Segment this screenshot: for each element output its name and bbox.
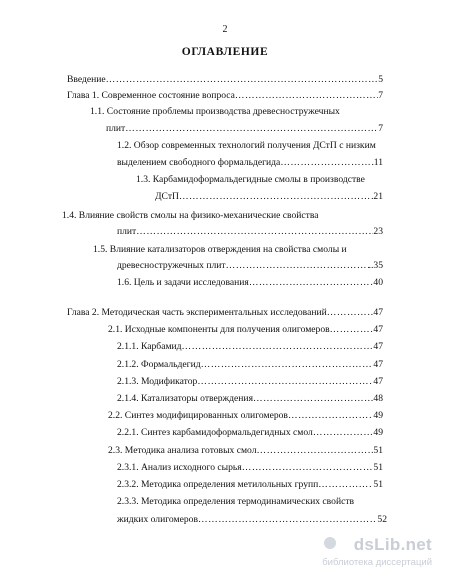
watermark-mark-icon bbox=[324, 537, 336, 549]
toc-entry bbox=[117, 226, 383, 238]
toc-entry-page: 5 bbox=[378, 74, 383, 85]
toc-entry-leader bbox=[313, 427, 374, 439]
toc-entry-text: 2.1.1. Карбамид bbox=[117, 341, 182, 352]
toc-entry-page: 49 bbox=[373, 410, 383, 421]
toc-entry-leader bbox=[235, 90, 378, 102]
toc-entry-text: 1.6. Цель и задачи исследования bbox=[117, 277, 249, 288]
toc-entry bbox=[90, 106, 383, 118]
toc-entry-page: 21 bbox=[373, 191, 383, 202]
toc-entry-page: 23 bbox=[373, 226, 383, 237]
toc-entry bbox=[117, 462, 383, 474]
toc-entry bbox=[62, 210, 383, 222]
toc-entry bbox=[117, 341, 383, 353]
toc-entry-leader bbox=[330, 324, 374, 336]
toc-entry bbox=[108, 410, 383, 422]
toc-entry-leader bbox=[179, 191, 373, 203]
toc-entry-page: 47 bbox=[373, 359, 383, 370]
toc-entry-leader bbox=[182, 341, 374, 353]
toc-entry-page: 47 bbox=[373, 307, 383, 318]
toc-entry-page: 11 bbox=[373, 157, 383, 168]
toc-entry bbox=[108, 445, 383, 457]
toc-entry-text: древесностружечных плит bbox=[117, 260, 226, 271]
toc-entry bbox=[117, 496, 383, 508]
toc-entry-page: 51 bbox=[373, 445, 383, 456]
toc-entry-text: Введение bbox=[67, 74, 106, 85]
toc-entry bbox=[117, 393, 383, 405]
toc-entry-leader bbox=[198, 514, 377, 526]
toc-entry-page: 47 bbox=[373, 341, 383, 352]
toc-entry-leader bbox=[125, 123, 378, 135]
toc-entry-leader bbox=[327, 307, 374, 319]
toc-title: ОГЛАВЛЕНИЕ bbox=[181, 46, 269, 58]
toc-entry-text: 2.3.1. Анализ исходного сырья bbox=[117, 462, 242, 473]
toc-entry bbox=[117, 479, 383, 491]
toc-entry-text: 2.3.2. Методика определения метилольных групп bbox=[117, 479, 319, 490]
toc-entry-page: 7 bbox=[378, 123, 383, 134]
toc-entry-leader bbox=[318, 479, 373, 491]
toc-entry-text: Глава 2. Методическая часть экспериментальных исследований bbox=[67, 307, 327, 318]
toc-entry-text: 1.5. Влияние катализаторов отверждения на свойства смолы и bbox=[93, 244, 347, 255]
toc-entry bbox=[106, 123, 383, 135]
toc-entry-text: 2.2. Синтез модифицированных олигомеров bbox=[108, 410, 288, 421]
toc-entry-leader bbox=[197, 376, 373, 388]
toc-entry-text: Глава 1. Современное состояние вопроса bbox=[67, 90, 235, 101]
toc-entry-text: 2.3.3. Методика определения термодинамических свойств bbox=[117, 496, 355, 507]
toc-entry bbox=[117, 140, 383, 152]
toc-entry bbox=[117, 157, 383, 169]
toc-entry bbox=[93, 244, 383, 256]
toc-entry-page: 47 bbox=[373, 324, 383, 335]
toc-entry-text: 2.1. Исходные компоненты для получения олигомеров bbox=[108, 324, 330, 335]
toc-entry bbox=[117, 514, 387, 526]
toc-entry bbox=[117, 277, 383, 289]
toc-entry bbox=[155, 191, 383, 203]
toc-entry bbox=[117, 376, 383, 388]
toc-entry-text: выделением свободного формальдегида bbox=[117, 157, 281, 168]
toc-entry-text: 2.1.3. Модификатор bbox=[117, 376, 198, 387]
toc-entry-page: 52 bbox=[377, 514, 387, 525]
toc-entry-text: 1.4. Влияние свойств смолы на физико-механические свойства bbox=[62, 210, 319, 221]
toc-entry-text: ДСтП bbox=[155, 191, 179, 202]
toc-entry bbox=[117, 427, 383, 439]
toc-entry-page: 49 bbox=[373, 427, 383, 438]
toc-entry bbox=[108, 324, 383, 336]
toc-entry-text: плит bbox=[106, 123, 126, 134]
toc-entry bbox=[136, 174, 383, 186]
toc-entry-text: 2.2.1. Синтез карбамидоформальдегидных смол bbox=[117, 427, 313, 438]
page-number: 2 bbox=[222, 24, 228, 35]
toc-entry-page: 47 bbox=[373, 376, 383, 387]
toc-entry-page: 48 bbox=[373, 393, 383, 404]
toc-entry-text: 1.1. Состояние проблемы производства древесностружечных bbox=[90, 106, 340, 117]
toc-entry-text: 2.1.4. Катализаторы отверждения bbox=[117, 393, 253, 404]
toc-entry-leader bbox=[106, 74, 379, 86]
toc-entry-leader bbox=[280, 157, 373, 169]
watermark-subtitle: библиотека диссертаций bbox=[322, 557, 432, 568]
toc-entry bbox=[117, 260, 383, 272]
toc-entry-text: жидких олигомеров bbox=[117, 514, 198, 525]
toc-entry-leader bbox=[249, 277, 374, 289]
toc-entry-page: 7 bbox=[378, 90, 383, 101]
toc-entry-page: 40 bbox=[373, 277, 383, 288]
toc-entry-text: 2.1.2. Формальдегид bbox=[117, 359, 201, 370]
toc-entry-text: 1.2. Обзор современных технологий получения ДСтП с низким bbox=[117, 140, 376, 151]
toc-entry-leader bbox=[257, 445, 374, 457]
toc-entry-text: плит bbox=[117, 226, 137, 237]
toc-entry-leader bbox=[242, 462, 374, 474]
toc-entry-page: 51 bbox=[373, 479, 383, 490]
toc-entry-leader bbox=[136, 226, 373, 238]
toc-entry bbox=[67, 74, 383, 86]
toc-entry-text: 2.3. Методика анализа готовых смол bbox=[108, 445, 257, 456]
toc-entry-page: ..35 bbox=[368, 260, 383, 271]
toc-entry-leader bbox=[226, 260, 369, 272]
toc-entry bbox=[117, 359, 383, 371]
watermark-logo: dsLib.net bbox=[353, 535, 432, 554]
toc-entry-text: 1.3. Карбамидоформальдегидные смолы в производстве bbox=[136, 174, 365, 185]
watermark bbox=[324, 535, 436, 575]
toc-entry-leader bbox=[201, 359, 374, 371]
toc-entry bbox=[67, 307, 383, 319]
toc-entry-leader bbox=[288, 410, 373, 422]
toc-entry-page: 51 bbox=[373, 462, 383, 473]
toc-entry bbox=[67, 90, 383, 102]
toc-entry-leader bbox=[253, 393, 373, 405]
